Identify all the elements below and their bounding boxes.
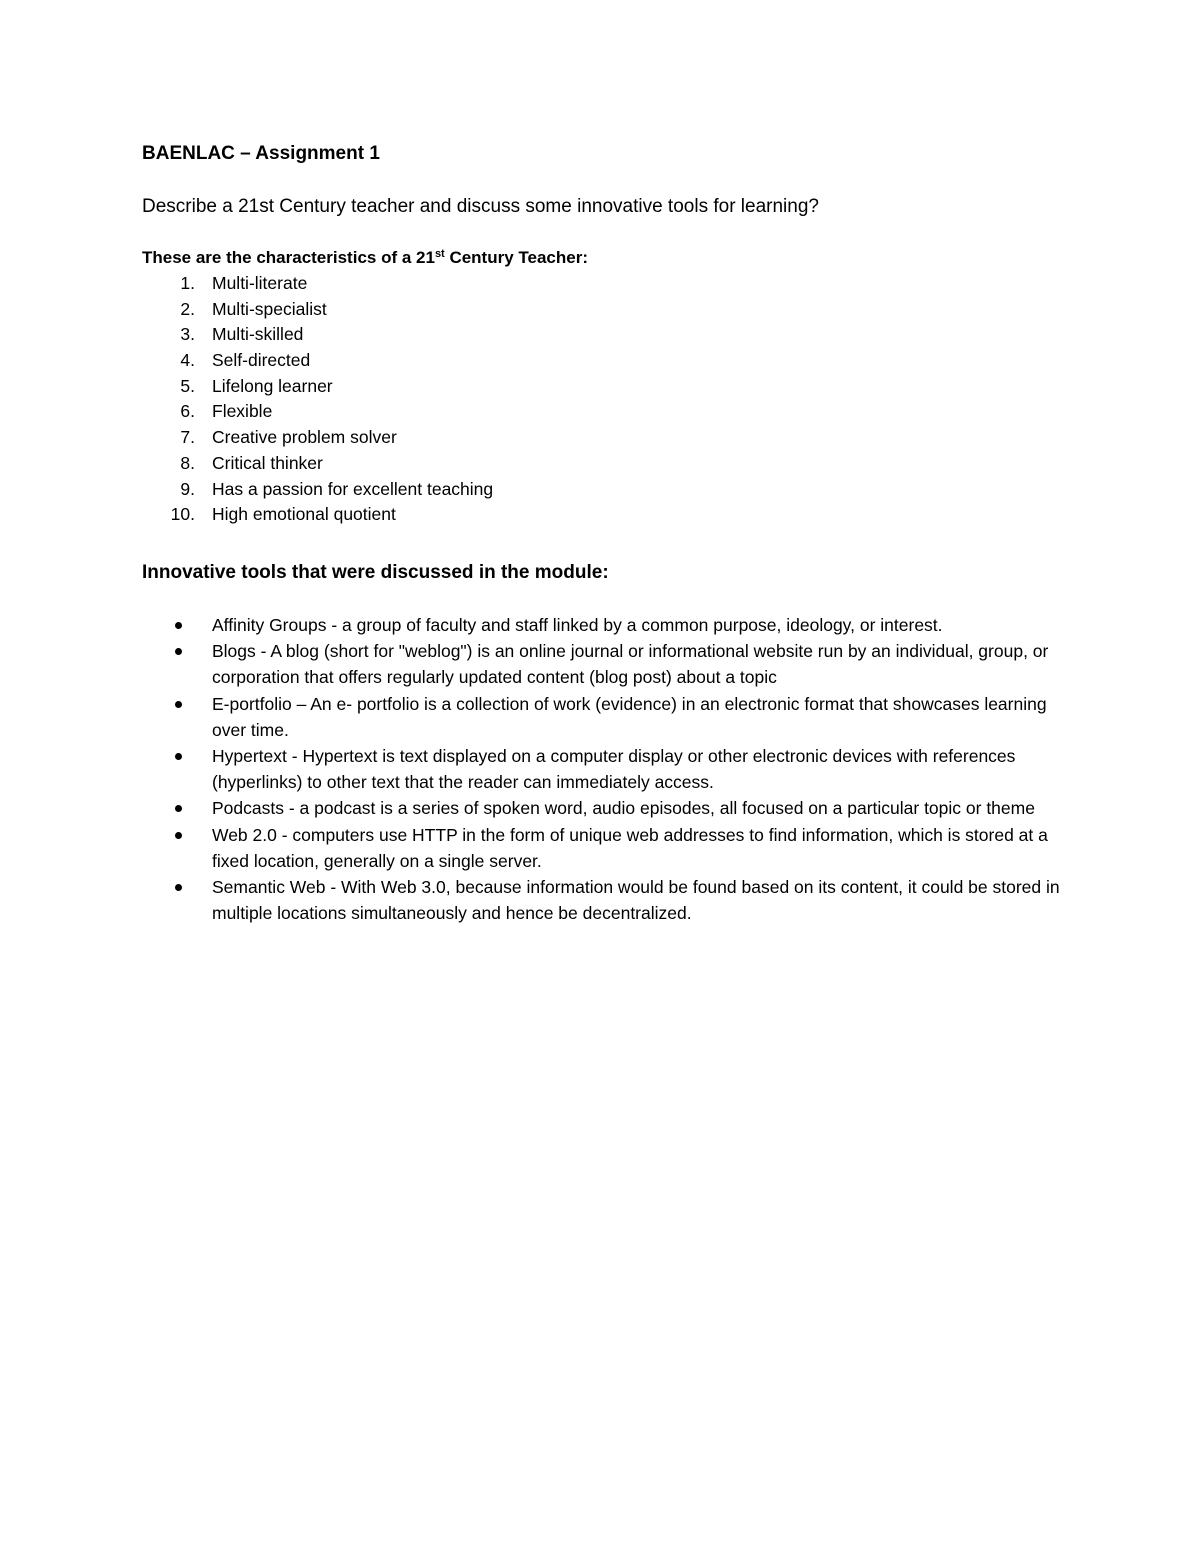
- tool-text: E-portfolio – An e- portfolio is a collection of work (evidence) in an electronic format that showcases learning over time.: [212, 693, 1047, 740]
- item-text: Multi-skilled: [212, 324, 304, 345]
- characteristics-heading-before: These are the characteristics of a 21: [142, 248, 435, 267]
- tool-item: [142, 874, 1062, 926]
- bullet-icon: [175, 884, 182, 891]
- tools-list: [142, 612, 1062, 926]
- bullet-icon: [175, 753, 182, 760]
- tool-text: Web 2.0 - computers use HTTP in the form of unique web addresses to find information, which is stored at a fixed location, generally on a single server.: [212, 824, 1048, 871]
- tools-heading: Innovative tools that were discussed in the module:: [142, 562, 609, 583]
- tool-item: [142, 612, 1062, 638]
- item-text: Has a passion for excellent teaching: [212, 478, 494, 499]
- tool-item: [142, 795, 1062, 821]
- item-number: 6.: [180, 401, 195, 422]
- item-number: 8.: [180, 452, 195, 473]
- item-number: 4.: [180, 350, 195, 371]
- bullet-icon: [175, 832, 182, 839]
- item-number: 1.: [180, 273, 195, 293]
- item-number: 7.: [180, 427, 195, 448]
- item-text: Self-directed: [212, 350, 311, 371]
- characteristics-heading-after: Century Teacher:: [444, 248, 588, 267]
- characteristics-heading: [142, 247, 588, 269]
- tool-item: [142, 638, 1062, 690]
- item-text: Flexible: [212, 401, 273, 422]
- characteristics-heading-superscript: st: [434, 248, 445, 260]
- item-number: 3.: [180, 324, 195, 345]
- item-text: Multi-specialist: [212, 298, 327, 319]
- tool-text: Hypertext - Hypertext is text displayed on a computer display or other electronic devices with references (hyperlinks) to other text that the reader can immediately access.: [212, 746, 1016, 793]
- item-number: 2.: [180, 298, 195, 319]
- assignment-question: Describe a 21st Century teacher and discuss some innovative tools for learning?: [142, 196, 819, 217]
- item-number: 5.: [180, 375, 195, 396]
- item-text: Lifelong learner: [212, 375, 333, 396]
- tool-item: [142, 691, 1062, 743]
- document-title: BAENLAC – Assignment 1: [142, 143, 380, 164]
- tool-item: [142, 822, 1062, 874]
- item-text: Multi-literate: [212, 273, 308, 293]
- tool-text: Affinity Groups - a group of faculty and staff linked by a common purpose, ideology, or interest.: [212, 615, 943, 635]
- item-number: 10.: [170, 504, 195, 525]
- bullet-icon: [175, 648, 182, 655]
- item-text: Critical thinker: [212, 452, 323, 473]
- item-text: High emotional quotient: [212, 504, 396, 525]
- tool-text: Podcasts - a podcast is a series of spoken word, audio episodes, all focused on a particular topic or theme: [212, 798, 1035, 819]
- tool-text: Blogs - A blog (short for "weblog") is an online journal or informational website run by an individual, group, or corporation that offers regularly updated content (blog post) about a topic: [212, 641, 1049, 688]
- bullet-icon: [175, 622, 182, 629]
- item-number: 9.: [180, 478, 195, 499]
- tool-item: [142, 743, 1062, 795]
- tool-text: Semantic Web - With Web 3.0, because information would be found based on its content, it could be stored in multiple locations simultaneously and hence be decentralized.: [212, 877, 1060, 924]
- bullet-icon: [175, 805, 182, 812]
- bullet-icon: [175, 701, 182, 708]
- item-text: Creative problem solver: [212, 427, 397, 448]
